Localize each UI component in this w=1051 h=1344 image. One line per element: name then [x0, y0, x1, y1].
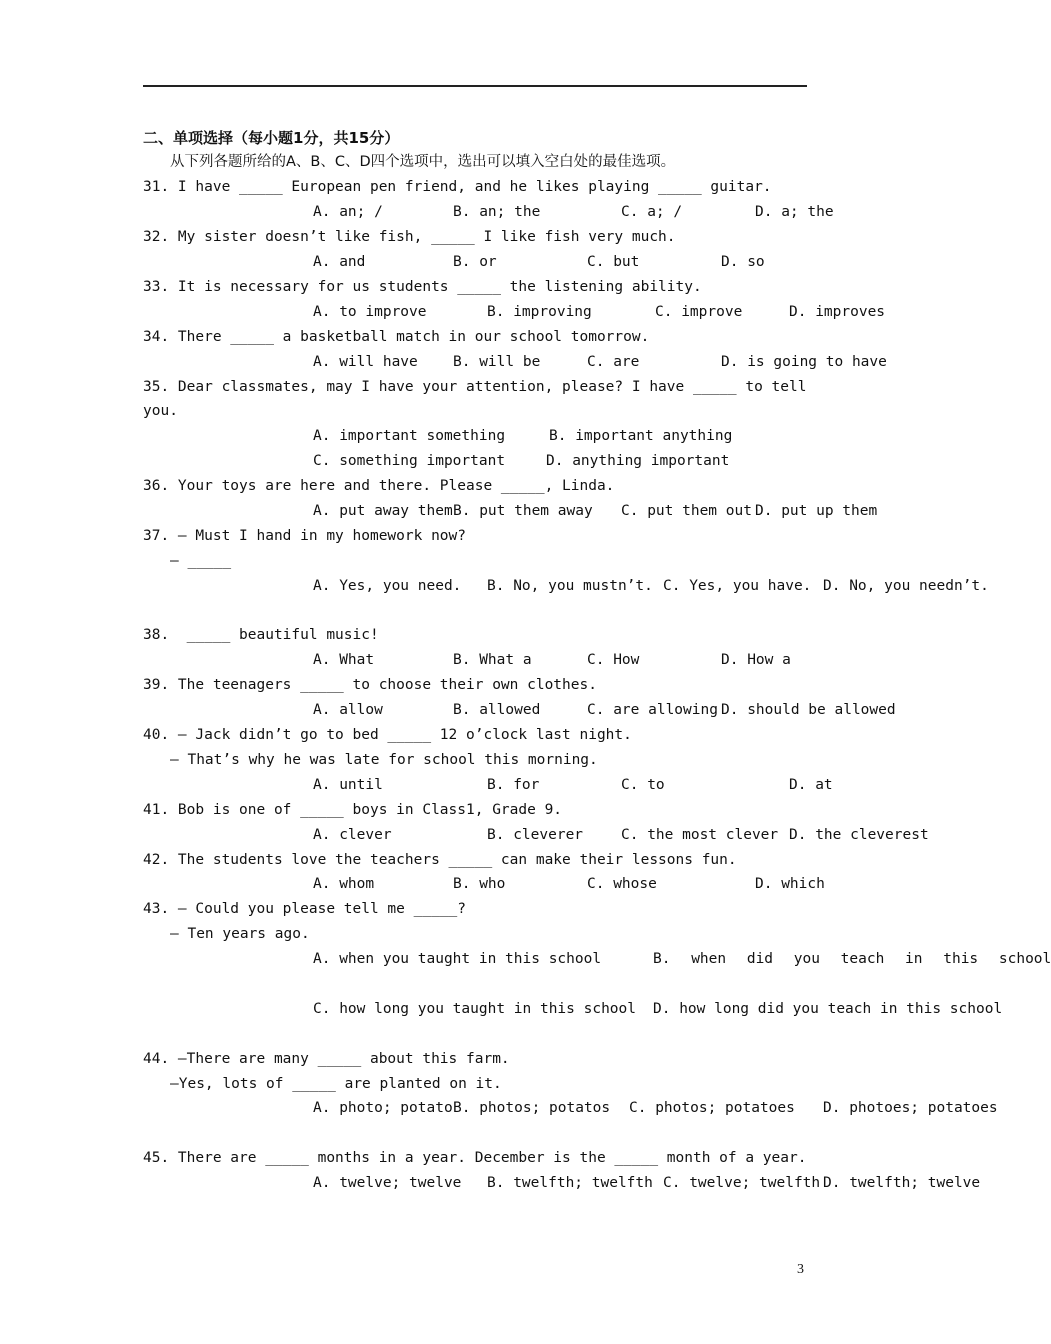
option-d: D. improves — [789, 304, 886, 320]
question-37: 37. — Must I hand in my homework now? — [143, 528, 467, 544]
option-b: B. photos; potatos — [453, 1100, 611, 1116]
option-a: A. What — [313, 652, 375, 668]
header-rule — [143, 85, 807, 87]
page-number: 3 — [797, 1262, 804, 1277]
question-36: 36. Your toys are here and there. Please _____, Linda. — [143, 478, 615, 494]
option-b: B. when did you teach in this school — [653, 951, 1051, 967]
option-c: C. but — [587, 254, 640, 270]
option-c: C. twelve; twelfth — [663, 1175, 821, 1191]
option-b: B. put them away — [453, 503, 593, 519]
option-c: C. something important — [313, 453, 506, 469]
option-a: A. allow — [313, 702, 383, 718]
option-d: D. How a — [721, 652, 791, 668]
option-b: B. an; the — [453, 204, 541, 220]
option-d: D. twelfth; twelve — [823, 1175, 981, 1191]
question-38: 38. _____ beautiful music! — [143, 627, 379, 643]
question-44: 44. —There are many _____ about this farm. — [143, 1051, 510, 1067]
section-instruction: 从下列各题所给的A、B、C、D四个选项中，选出可以填入空白处的最佳选项。 — [170, 154, 676, 170]
option-d: D. put up them — [755, 503, 878, 519]
option-a: A. and — [313, 254, 366, 270]
option-c: C. photos; potatoes — [629, 1100, 795, 1116]
option-b: B. for — [487, 777, 540, 793]
option-b: B. improving — [487, 304, 592, 320]
option-a: A. photo; potato — [313, 1100, 453, 1116]
option-a: A. Yes, you need. — [313, 578, 462, 594]
option-d: D. at — [789, 777, 833, 793]
option-a: A. twelve; twelve — [313, 1175, 462, 1191]
option-b: B. will be — [453, 354, 541, 370]
option-c: C. a; / — [621, 204, 683, 220]
option-c: C. whose — [587, 876, 657, 892]
option-d: D. anything important — [546, 453, 730, 469]
question-40: 40. — Jack didn’t go to bed _____ 12 o’clock last night. — [143, 727, 632, 743]
question-39: 39. The teenagers _____ to choose their own clothes. — [143, 677, 597, 693]
option-a: A. important something — [313, 428, 506, 444]
question-44-reply: —Yes, lots of _____ are planted on it. — [170, 1076, 502, 1092]
option-b: B. cleverer — [487, 827, 584, 843]
option-d: D. photoes; potatoes — [823, 1100, 998, 1116]
question-42: 42. The students love the teachers _____ can make their lessons fun. — [143, 852, 737, 868]
option-d: D. which — [755, 876, 825, 892]
option-c: C. are allowing — [587, 702, 718, 718]
option-c: C. how long you taught in this school — [313, 1001, 637, 1017]
question-35-cont: you. — [143, 403, 178, 419]
question-40-reply: — That’s why he was late for school this morning. — [170, 752, 598, 768]
question-31: 31. I have _____ European pen friend, and he likes playing _____ guitar. — [143, 179, 772, 195]
option-c: C. are — [587, 354, 640, 370]
option-c: C. How — [587, 652, 640, 668]
option-b: B. What a — [453, 652, 532, 668]
option-d: D. how long did you teach in this school — [653, 1001, 1003, 1017]
question-43: 43. — Could you please tell me _____? — [143, 901, 467, 917]
option-a: A. an; / — [313, 204, 383, 220]
option-b: B. twelfth; twelfth — [487, 1175, 653, 1191]
section-heading: 二、单项选择（每小题1分，共15分） — [143, 129, 400, 147]
option-a: A. when you taught in this school — [313, 951, 602, 967]
option-b: B. allowed — [453, 702, 541, 718]
question-37-answer: — _____ — [170, 553, 232, 569]
option-a: A. will have — [313, 354, 418, 370]
option-b: B. No, you mustn’t. — [487, 578, 653, 594]
option-c: C. put them out — [621, 503, 752, 519]
option-a: A. whom — [313, 876, 375, 892]
option-b: B. who — [453, 876, 506, 892]
option-b: B. important anything — [549, 428, 733, 444]
option-d: D. is going to have — [721, 354, 887, 370]
question-43-reply: — Ten years ago. — [170, 926, 310, 942]
option-d: D. No, you needn’t. — [823, 578, 989, 594]
option-c: C. the most clever — [621, 827, 779, 843]
option-a: A. until — [313, 777, 383, 793]
option-b: B. or — [453, 254, 497, 270]
option-c: C. improve — [655, 304, 743, 320]
question-32: 32. My sister doesn’t like fish, _____ I like fish very much. — [143, 229, 676, 245]
option-d: D. should be allowed — [721, 702, 896, 718]
question-41: 41. Bob is one of _____ boys in Class1, Grade 9. — [143, 802, 563, 818]
option-d: D. so — [721, 254, 765, 270]
question-45: 45. There are _____ months in a year. December is the _____ month of a year. — [143, 1150, 807, 1166]
option-c: C. Yes, you have. — [663, 578, 812, 594]
question-33: 33. It is necessary for us students _____ the listening ability. — [143, 279, 702, 295]
option-a: A. clever — [313, 827, 392, 843]
option-a: A. put away them — [313, 503, 453, 519]
question-34: 34. There _____ a basketball match in our school tomorrow. — [143, 329, 650, 345]
option-d: D. a; the — [755, 204, 834, 220]
question-35: 35. Dear classmates, may I have your attention, please? I have _____ to tell — [143, 379, 807, 395]
option-a: A. to improve — [313, 304, 427, 320]
option-c: C. to — [621, 777, 665, 793]
option-d: D. the cleverest — [789, 827, 929, 843]
